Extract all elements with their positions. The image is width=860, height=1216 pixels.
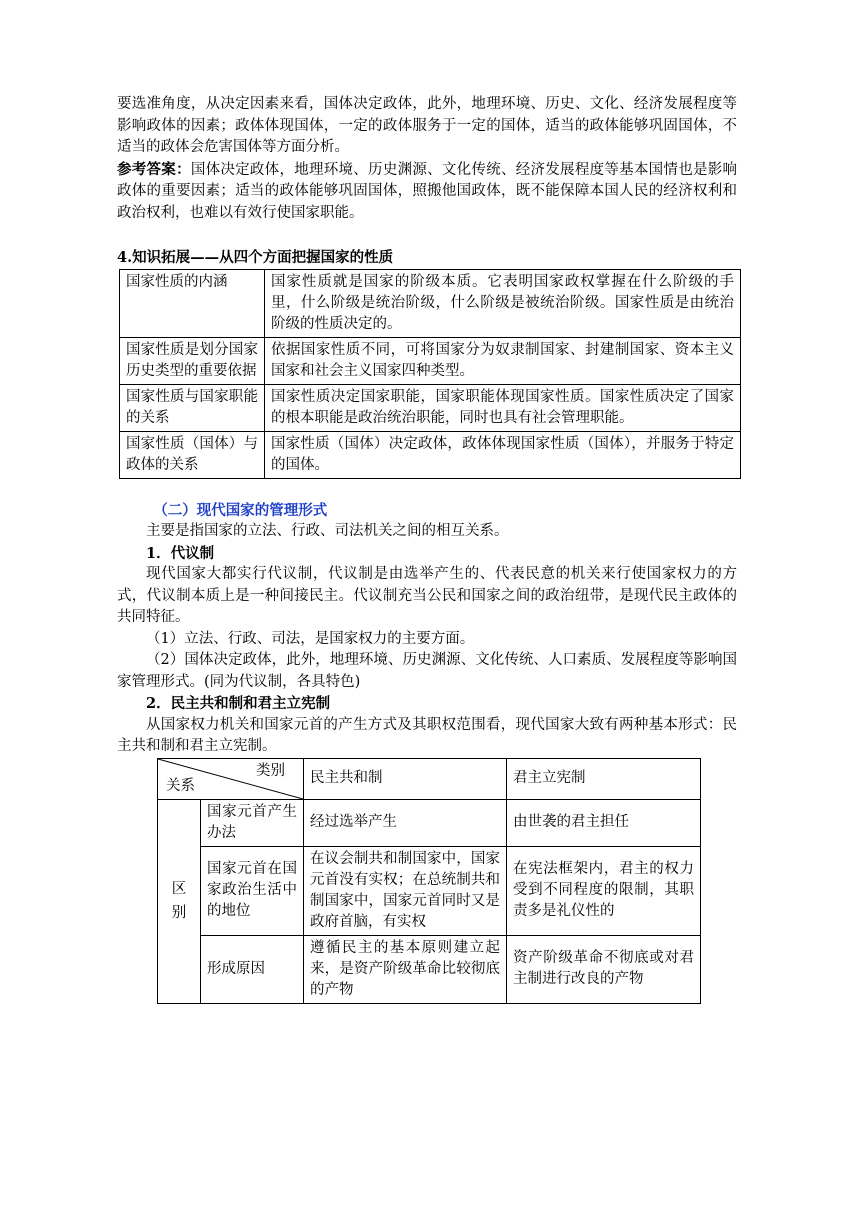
section2-intro: 主要是指国家的立法、行政、司法机关之间的相互关系。 — [146, 523, 509, 539]
table-row — [120, 431, 741, 478]
table-key: 形成原因 — [201, 935, 304, 1003]
nature-of-state-table — [119, 269, 741, 479]
sub2-title: 2．民主共和制和君主立宪制 — [146, 695, 331, 712]
answer-text: 国体决定政体，地理环境、历史渊源、文化传统、经济发展程度等基本国情也是影响政体的重要因素；适当的政体能够巩固国体，照搬他国政体，既不能保障本国人民的经济权利和政治权利，也难以有效行使国家职能。 — [117, 161, 737, 221]
table-value: 国家性质决定国家职能，国家职能体现国家性质。国家性质决定了国家的根本职能是政治统治职能，同时也具有社会管理职能。 — [265, 384, 741, 431]
sub1-text: 现代国家大都实行代议制，代议制是由选举产生的、代表民意的机关来行使国家权力的方式，代议制本质上是一种间接民主。代议制充当公民和国家之间的政治纽带，是现代民主政体的共同特征。 — [117, 566, 737, 625]
answer-paragraph — [117, 159, 737, 225]
sub1-point2: （2）国体决定政体，此外，地理环境、历史渊源、文化传统、人口素质、发展程度等影响国家管理形式。(同为代议制，各具特色) — [117, 652, 737, 690]
table-row — [158, 935, 701, 1003]
diag-top-label: 类别 — [256, 762, 285, 779]
table-row — [158, 799, 701, 846]
sub1-point1: （1）立法、行政、司法，是国家权力的主要方面。 — [146, 630, 475, 647]
diag-bottom-label: 关系 — [166, 777, 195, 794]
table-cell: 遵循民主的基本原则建立起来，是资产阶级革命比较彻底的产物 — [304, 935, 507, 1003]
table1-title: 4.知识拓展——从四个方面把握国家的性质 — [117, 249, 394, 266]
table-key: 国家元首在国家政治生活中的地位 — [201, 846, 304, 935]
sub1-title: 1．代议制 — [146, 544, 215, 562]
table-header-row — [158, 758, 701, 799]
table-key: 国家性质是划分国家历史类型的重要依据 — [120, 337, 265, 384]
table-cell: 经过选举产生 — [304, 799, 507, 846]
table-cell: 资产阶级革命不彻底或对君主制进行改良的产物 — [507, 935, 701, 1003]
sub2-text: 从国家权力机关和国家元首的产生方式及其职权范围看，现代国家大致有两种基本形式：民主共和制和君主立宪制。 — [117, 716, 737, 754]
table-key: 国家元首产生办法 — [201, 799, 304, 846]
group-label: 区别 — [171, 881, 187, 921]
republic-vs-monarchy-table — [157, 758, 701, 1004]
table-cell: 由世袭的君主担任 — [507, 799, 701, 846]
table-key: 国家性质（国体）与政体的关系 — [120, 431, 265, 478]
column-header: 民主共和制 — [304, 758, 507, 799]
table-row — [120, 384, 741, 431]
table-value: 依据国家性质不同，可将国家分为奴隶制国家、封建制国家、资本主义国家和社会主义国家四种类型。 — [265, 337, 741, 384]
table-key: 国家性质与国家职能的关系 — [120, 384, 265, 431]
table-row — [120, 269, 741, 337]
answer-label: 参考答案： — [117, 160, 191, 178]
table-cell: 在议会制共和制国家中，国家元首没有实权；在总统制共和制国家中，国家元首同时又是政府首脑，有实权 — [304, 846, 507, 935]
table-value: 国家性质（国体）决定政体，政体体现国家性质（国体），并服务于特定的国体。 — [265, 431, 741, 478]
section2-title: （二）现代国家的管理形式 — [153, 501, 328, 519]
diagonal-header-cell — [158, 758, 304, 799]
column-header: 君主立宪制 — [507, 758, 701, 799]
document-page — [117, 94, 737, 1004]
intro-paragraph: 要选准角度，从决定因素来看，国体决定政体，此外，地理环境、历史、文化、经济发展程度等影响政体的因素；政体体现国体，一定的政体服务于一定的国体，适当的政体能够巩固国体，不适当的政体会危害国体等方面分析。 — [117, 96, 737, 155]
table-key: 国家性质的内涵 — [120, 269, 265, 337]
table-row — [120, 337, 741, 384]
group-label-cell — [158, 799, 201, 1003]
table-row — [158, 846, 701, 935]
table-cell: 在宪法框架内，君主的权力受到不同程度的限制，其职责多是礼仪性的 — [507, 846, 701, 935]
table-value: 国家性质就是国家的阶级本质。它表明国家政权掌握在什么阶级的手里，什么阶级是统治阶级，什么阶级是被统治阶级。国家性质是由统治阶级的性质决定的。 — [265, 269, 741, 337]
